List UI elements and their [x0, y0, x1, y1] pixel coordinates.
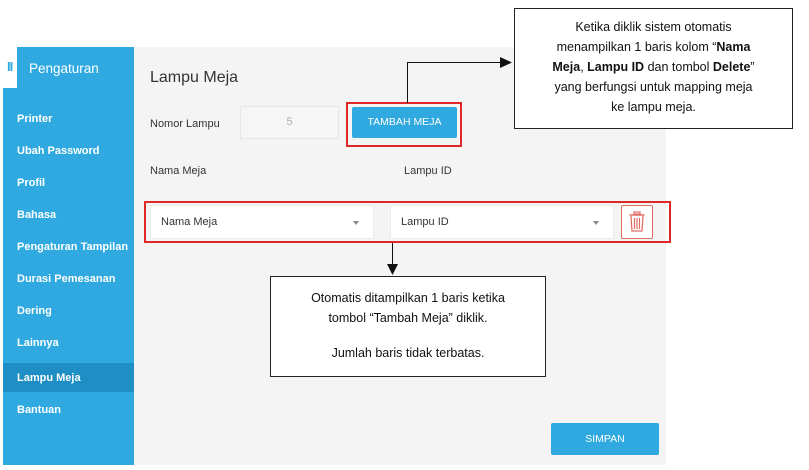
- sidebar-item-label: Durasi Pemesanan: [17, 273, 116, 285]
- callout-bold-text: Lampu ID: [587, 60, 645, 74]
- connector-line-horizontal: [407, 62, 503, 63]
- callout-spacer: [271, 328, 545, 343]
- sidebar-item-lainnya[interactable]: [3, 330, 134, 356]
- sidebar-item-label: Bahasa: [17, 209, 57, 221]
- arrow-down-icon: [387, 264, 398, 275]
- sidebar-item-label: Dering: [17, 305, 52, 317]
- callout-text: menampilkan 1 baris kolom “: [556, 40, 717, 54]
- callout-text: dan tombol: [644, 60, 713, 74]
- callout-top-line3: [515, 57, 792, 77]
- callout-bottom-line3: Jumlah baris tidak terbatas.: [331, 346, 485, 360]
- sidebar-item-bahasa[interactable]: [3, 202, 134, 228]
- sidebar-item-profil[interactable]: [3, 170, 134, 196]
- lampu-id-select-value: Lampu ID: [401, 216, 449, 228]
- callout-top-line4: yang berfungsi untuk mapping meja: [554, 80, 753, 94]
- sidebar-item-printer[interactable]: [3, 106, 134, 132]
- sidebar-item-dering[interactable]: [3, 298, 134, 324]
- highlight-new-row: [144, 201, 671, 243]
- sidebar-item-durasi-pemesanan[interactable]: [3, 266, 134, 292]
- sidebar-item-label: Ubah Password: [17, 145, 100, 157]
- callout-bottom-line1: Otomatis ditampilkan 1 baris ketika: [311, 291, 505, 305]
- callout-text: ”: [750, 60, 755, 74]
- simpan-button[interactable]: SIMPAN: [551, 423, 659, 455]
- callout-top-line5: ke lampu meja.: [611, 100, 696, 114]
- sidebar-item-label: Pengaturan Tampilan: [17, 241, 129, 253]
- sidebar-item-pengaturan-tampilan[interactable]: [3, 234, 134, 260]
- connector-line-vertical: [407, 62, 408, 103]
- column-header-nama-meja: Nama Meja: [150, 165, 207, 177]
- callout-top-line1: Ketika diklik sistem otomatis: [575, 20, 732, 34]
- arrow-right-icon: [500, 57, 512, 68]
- sidebar-item-label: Profil: [17, 177, 46, 189]
- sidebar: [3, 47, 134, 465]
- sidebar-item-ubah-password[interactable]: [3, 138, 134, 164]
- page-title: Lampu Meja: [150, 69, 239, 86]
- nama-meja-select-value: Nama Meja: [161, 216, 218, 228]
- callout-top-line2: [515, 37, 792, 57]
- callout-bold-text: Meja: [552, 60, 581, 74]
- highlight-tambah-meja: [346, 102, 462, 147]
- nomor-lampu-label: Nomor Lampu: [150, 118, 220, 130]
- callout-text: ,: [580, 60, 588, 74]
- sidebar-title: Pengaturan: [29, 61, 99, 76]
- sidebar-item-label: Lampu Meja: [17, 372, 81, 384]
- sidebar-item-lampu-meja[interactable]: [3, 363, 134, 392]
- tambah-meja-button[interactable]: TAMBAH MEJA: [352, 107, 457, 138]
- sidebar-item-bantuan[interactable]: [3, 397, 134, 423]
- callout-bold-text: Nama: [716, 40, 751, 54]
- sidebar-header: [3, 47, 134, 90]
- sidebar-item-label: Lainnya: [17, 337, 59, 349]
- callout-bold-text: Delete: [712, 60, 751, 74]
- callout-top: [514, 8, 793, 129]
- sidebar-item-label: Printer: [17, 113, 53, 125]
- nomor-lampu-input[interactable]: 5: [240, 106, 339, 139]
- menu-bars-icon: II: [7, 59, 13, 74]
- callout-bottom-line2: tombol “Tambah Meja” diklik.: [328, 311, 488, 325]
- sidebar-item-label: Bantuan: [17, 404, 61, 416]
- column-header-lampu-id: Lampu ID: [404, 165, 452, 177]
- callout-bottom: [270, 276, 546, 377]
